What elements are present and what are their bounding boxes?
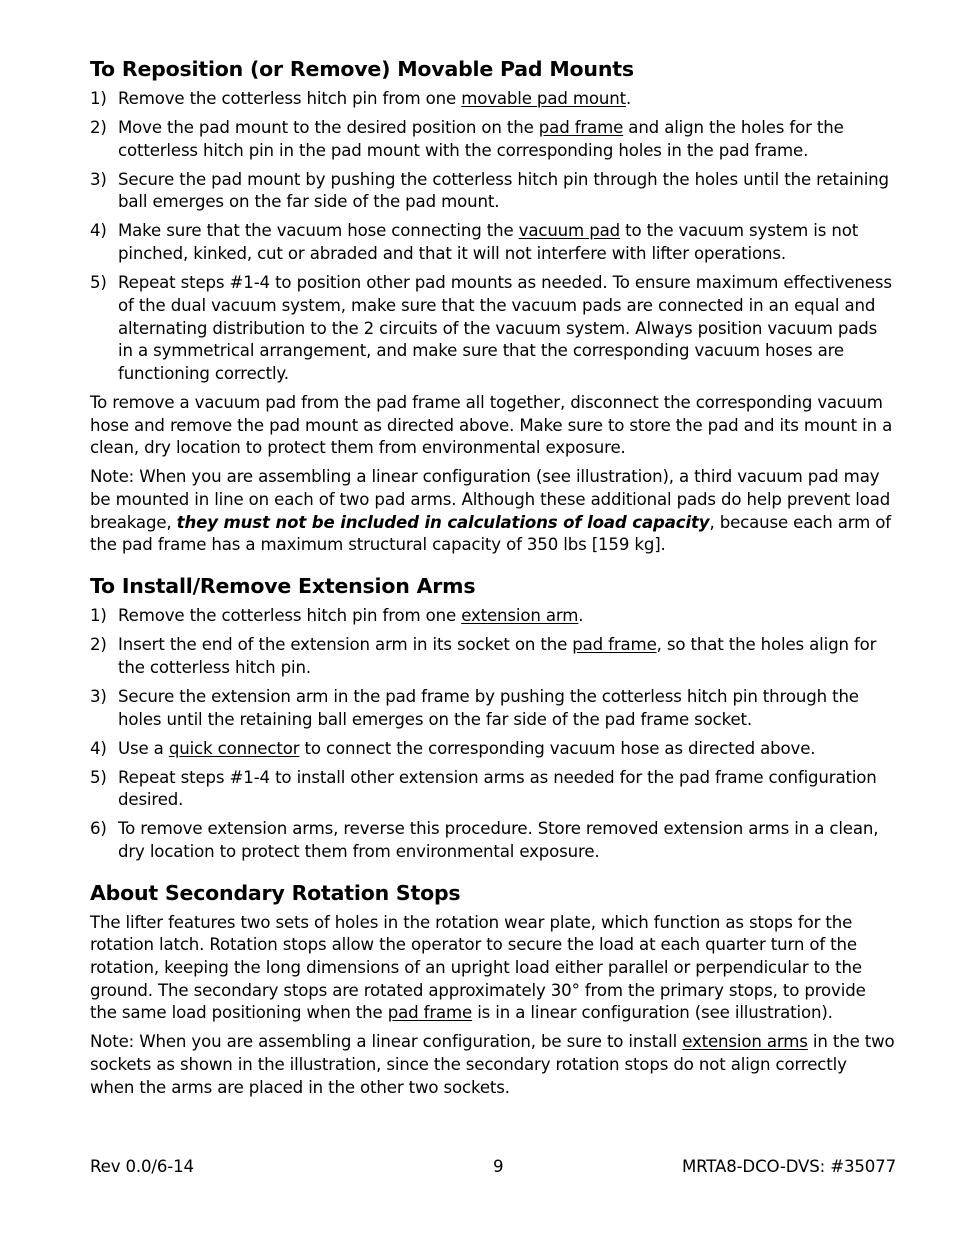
rotation-stops-paragraph [90,912,896,1026]
list-item [90,605,896,628]
note-text: in the two sockets as shown in the illustration, since the secondary rotation stops do not align correctly when the arms are placed in the other two sockets. [90,1032,895,1097]
step-number: 3) [90,686,107,706]
term-extension-arm: extension arm [461,606,579,626]
step-number: 3) [90,169,107,189]
term-pad-frame: pad frame [538,118,624,137]
term-movable-pad-mount: movable pad mount [461,89,626,108]
linear-configuration-note [90,466,896,557]
step-text: Secure the pad mount by pushing the cotterless hitch pin through the holes until the retaining ball emerges on the far side of the pad mount. [118,169,889,212]
list-item [90,117,896,162]
list-item [90,818,896,863]
step-text: . [578,606,584,626]
list-item [90,634,896,679]
document-page [90,56,896,1106]
term-pad-frame: pad frame [572,635,657,655]
step-text: . [625,89,632,108]
step-number: 5) [90,767,107,787]
step-number: 4) [90,221,107,241]
step-text: Insert the end of the extension arm in its socket on the [118,635,573,655]
list-item [90,220,896,265]
extension-arm-steps-list [90,605,896,864]
note-text: , because each arm of the pad frame has a maximum structural capacity of 350 lbs [159 kg]. [90,512,891,555]
term-extension-arms: extension arms [682,1032,808,1052]
term-pad-frame: pad frame [387,1003,473,1023]
paragraph-text: is in a linear configuration (see illustration). [472,1003,833,1023]
step-number: 1) [90,89,107,108]
section-heading-secondary-rotation-stops: About Secondary Rotation Stops [90,880,461,905]
step-text: Repeat steps #1-4 to position other pad mounts as needed. To ensure maximum effectiveness of the dual vacuum system, make sure that the vacuum pads are connected in an equal and alternating distribution to the 2 circuits of the vacuum system. Always position vacuum pads in a symmetrical arrangement, and make sure that the corresponding vacuum hoses are functioning correctly. [118,273,892,383]
list-item [90,767,896,812]
step-text: , so that the holes align for the cotterless hitch pin. [118,635,877,677]
step-number: 4) [90,738,107,758]
list-item [90,169,896,214]
paragraph-text: The lifter features two sets of holes in the rotation wear plate, which function as stops for the rotation latch. Rotation stops allow the operator to secure the load at each quarter turn of the rotation, keeping the long dimensions of an upright load either parallel or perpendicular to the ground. The secondary stops are rotated approximately 30° from the primary stops, to provide the same load positioning when the [90,912,866,1023]
step-text: Secure the extension arm in the pad frame by pushing the cotterless hitch pin through the holes until the retaining ball emerges on the far side of the pad frame socket. [118,686,859,729]
step-number: 1) [90,606,107,626]
step-text: Make sure that the vacuum hose connecting the [118,221,519,241]
step-text: and align the holes for the cotterless hitch pin in the pad mount with the corresponding holes in the pad frame. [118,118,844,160]
step-text: Remove the cotterless hitch pin from one [118,89,462,108]
list-item [90,88,896,111]
list-item [90,738,896,761]
revision-label: Rev 0.0/6-14 [90,1157,194,1176]
section-heading-reposition-pad-mounts: To Reposition (or Remove) Movable Pad Mounts [90,57,634,81]
step-text: to the vacuum system is not pinched, kinked, cut or abraded and that it will not interfere with lifter operations. [118,221,859,264]
list-item [90,272,896,386]
step-number: 2) [90,635,107,655]
step-text: to connect the corresponding vacuum hose as directed above. [299,738,816,758]
term-quick-connector: quick connector [168,738,300,758]
load-capacity-warning: they must not be included in calculations of load capacity [176,512,710,532]
step-text: Repeat steps #1-4 to install other extension arms as needed for the pad frame configuration desired. [118,767,877,810]
step-text: Use a [118,738,169,758]
step-number: 6) [90,819,107,839]
note-text: Note: When you are assembling a linear configuration (see illustration), a third vacuum pad may be mounted in line on each of two pad arms. Although these additional pads do help prevent load breakage, [90,467,891,532]
step-number: 5) [90,273,107,293]
reposition-steps-list [90,88,896,386]
document-id: MRTA8-DCO-DVS: #35077 [681,1157,896,1176]
step-text: Move the pad mount to the desired position on the [118,118,539,137]
page-number: 9 [493,1157,504,1176]
term-vacuum-pad: vacuum pad [518,221,620,241]
section-heading-extension-arms: To Install/Remove Extension Arms [90,574,476,599]
list-item [90,686,896,731]
step-number: 2) [90,118,107,137]
note-text: Note: When you are assembling a linear configuration, be sure to install [90,1032,683,1052]
extension-arms-note [90,1031,896,1099]
step-text: Remove the cotterless hitch pin from one [118,606,462,626]
step-text: To remove extension arms, reverse this procedure. Store removed extension arms in a clean, dry location to protect them from environmental exposure. [118,819,879,861]
remove-vacuum-pad-paragraph: To remove a vacuum pad from the pad frame all together, disconnect the corresponding vacuum hose and remove the pad mount as directed above. Make sure to store the pad and its mount in a clean, dry location to protect them from environmental exposure. [90,392,893,458]
